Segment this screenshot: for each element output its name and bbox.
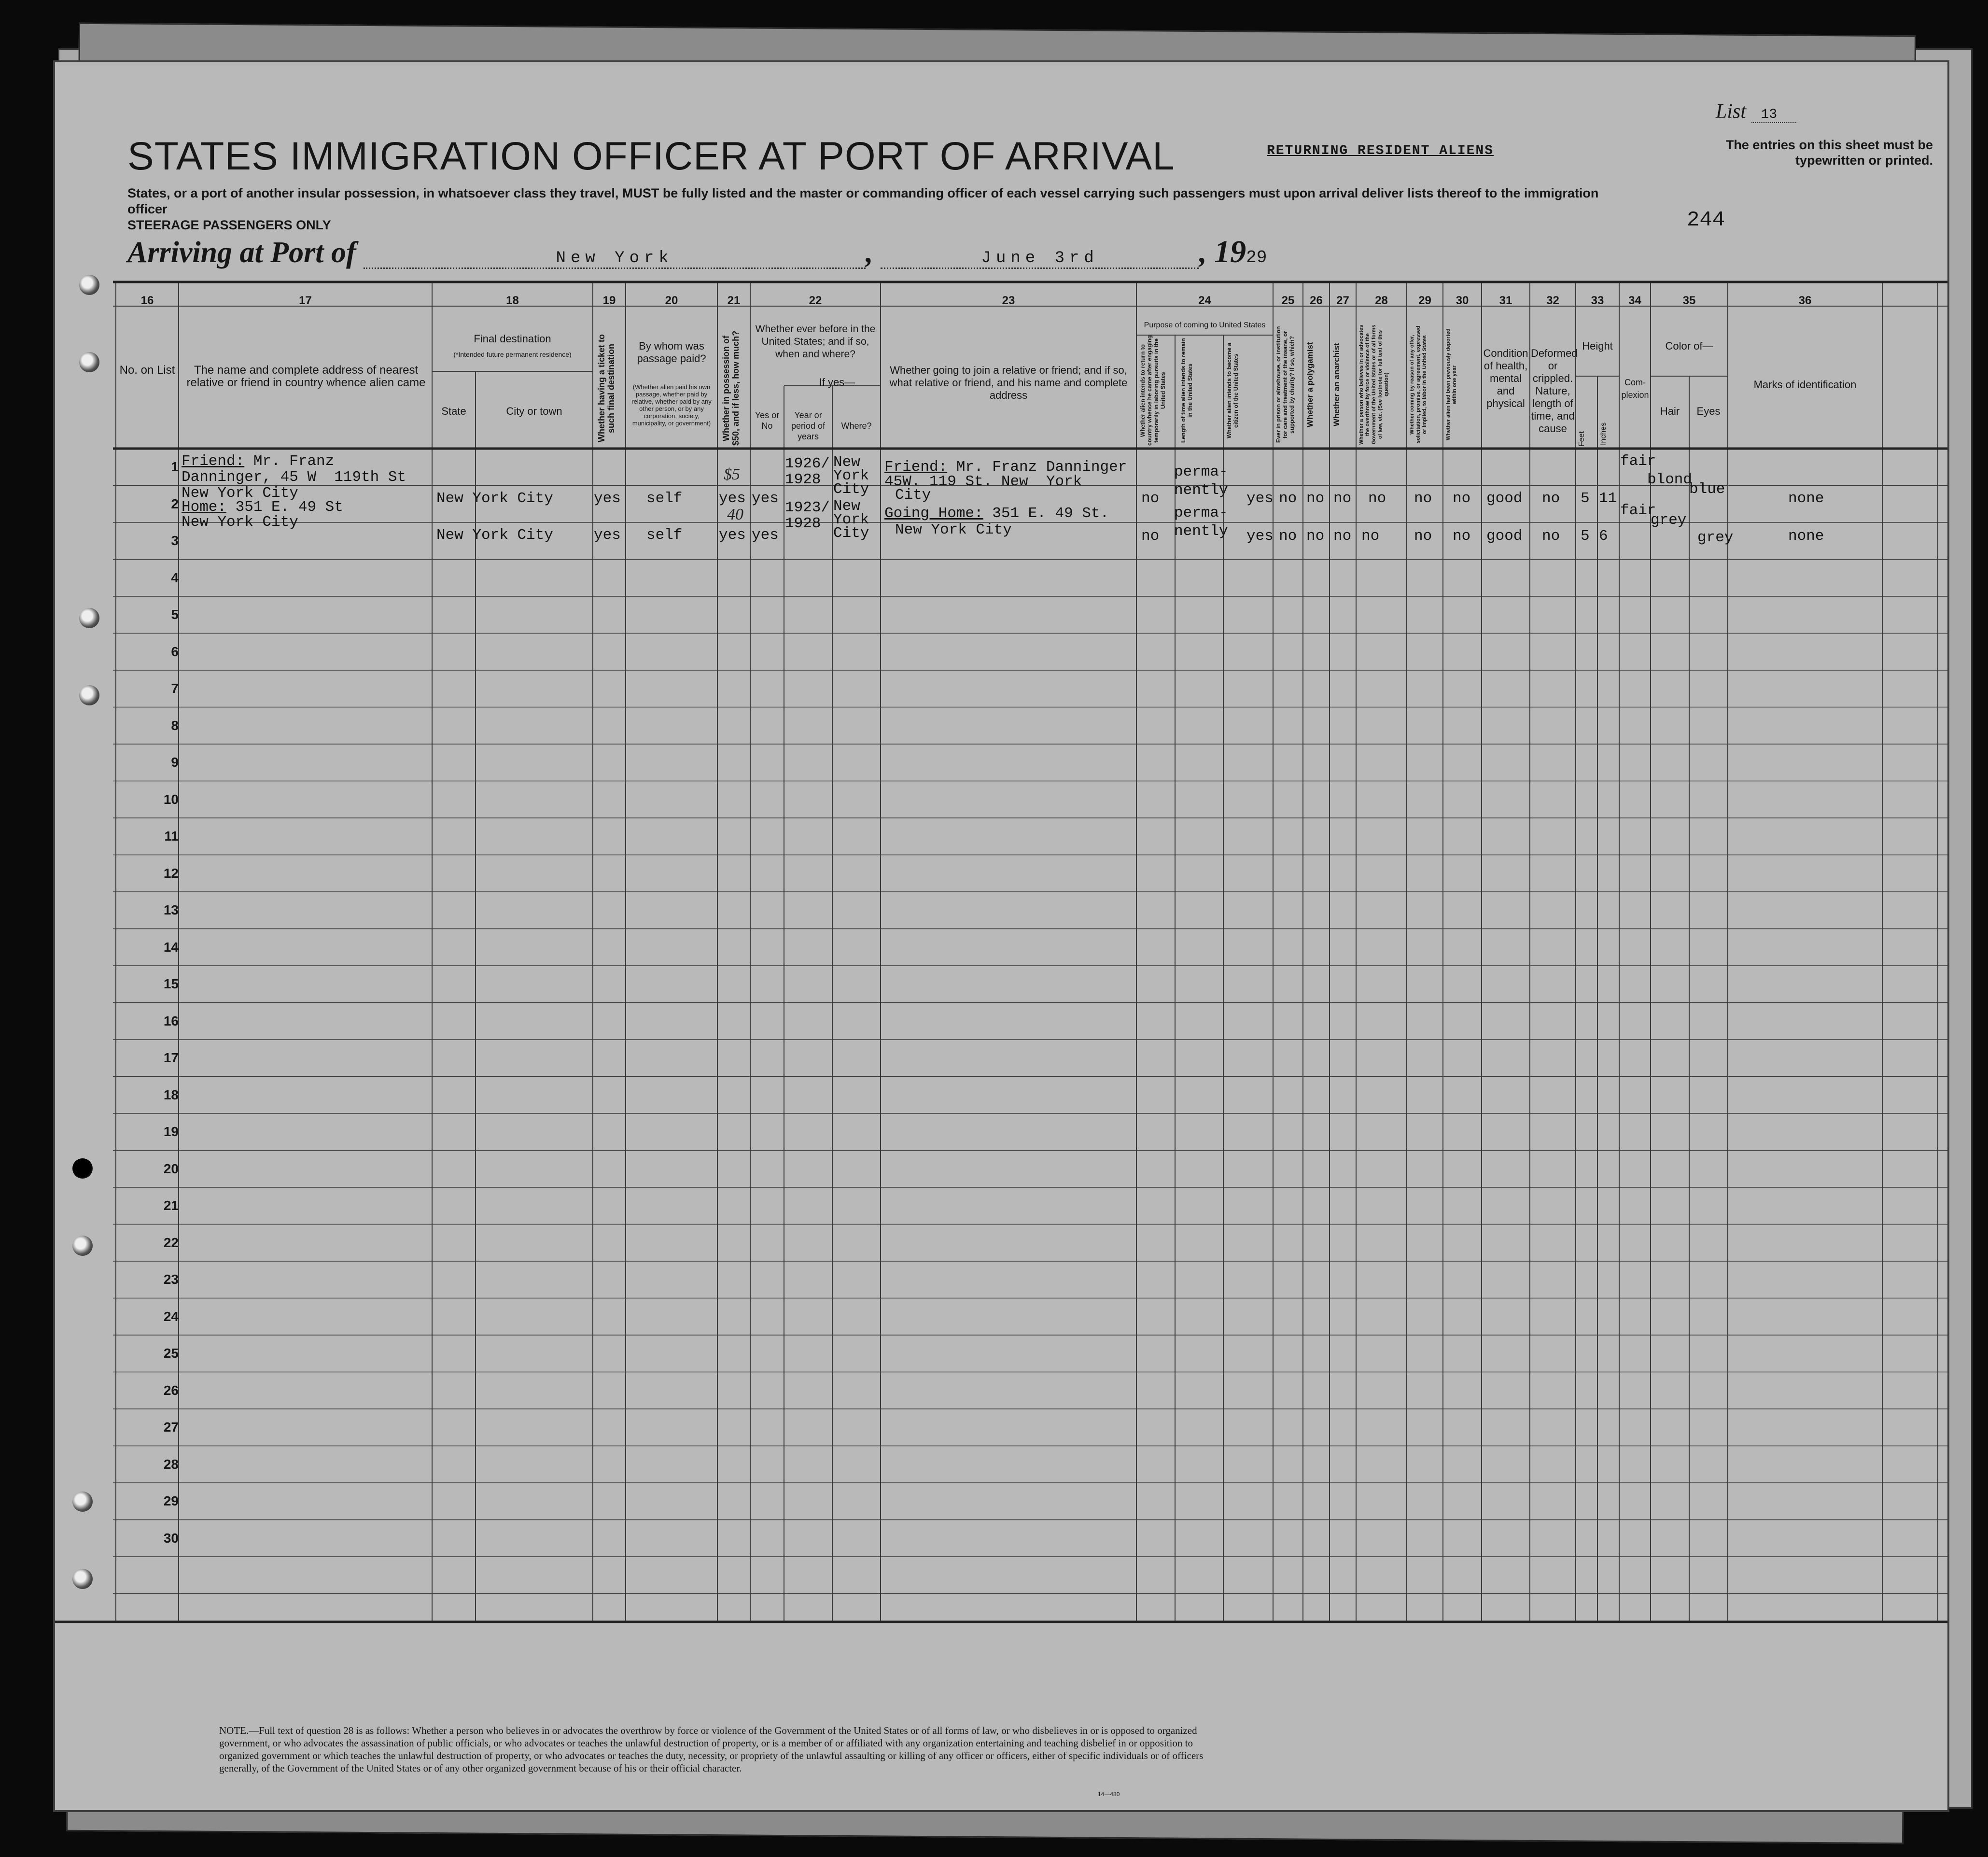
header-deformed: Deformed or crippled. Nature, length of time, and cause [1531, 347, 1578, 435]
header-overthrow: Whether a person who believes in or advocates the overthrow by force or violence of the Government of the United States or of all forms of law, etc. (See footnote for full text of this question) [1358, 324, 1389, 445]
entry-1-eyes: blue [1689, 481, 1725, 498]
page-title: STATES IMMIGRATION OFFICER AT PORT OF ARRIVAL [127, 134, 1175, 178]
col-num-19: 19 [602, 294, 616, 307]
col-num-36: 36 [1798, 294, 1812, 307]
entry-2-period: 1923/ 1928 [785, 499, 830, 532]
row-number: 15 [163, 976, 179, 991]
row-number: 12 [163, 865, 179, 881]
entry-1-join: Friend: Mr. Franz Danninger [884, 459, 1127, 476]
header-anarchist: Whether an anarchist [1332, 343, 1341, 426]
entry-2-deformed: no [1542, 528, 1560, 545]
row-number: 14 [163, 939, 179, 955]
entry-2-eyes: grey [1697, 529, 1734, 546]
entry-2-feet: 5 [1581, 528, 1590, 545]
entry-2-c28: no [1361, 528, 1380, 545]
row-number: 29 [163, 1493, 179, 1508]
entry-1-c28: no [1368, 490, 1386, 507]
entry-2-c25: no [1279, 528, 1297, 545]
entry-2-where: New York City [833, 498, 869, 542]
entry-1-period: 1926/ 1928 [785, 455, 830, 488]
entry-2-marks: none [1788, 528, 1824, 545]
row-number: 30 [163, 1530, 179, 1546]
entry-2-complexion: fair [1620, 502, 1656, 519]
row-number: 7 [171, 681, 179, 696]
entry-2-c30: no [1453, 528, 1471, 545]
list-number: 13 [1751, 107, 1797, 123]
entry-1-return: no [1141, 490, 1160, 507]
entry-1-citizen: yes [1246, 490, 1274, 507]
header-hair: Hair [1660, 405, 1680, 417]
entry-1-complexion: fair [1620, 453, 1656, 470]
year-field: 29 [1246, 248, 1267, 267]
entry-1-c29: no [1414, 490, 1432, 507]
header-join-relative: Whether going to join a relative or friend; and if so, what relative or friend, and his name and complete address [889, 364, 1128, 401]
row-number: 11 [164, 829, 179, 844]
entry-2-money-handwritten: 40 [727, 506, 743, 523]
col-num-26: 26 [1310, 294, 1323, 307]
row-number: 18 [163, 1087, 179, 1102]
header-height: Height [1582, 340, 1613, 352]
col-num-18: 18 [506, 294, 519, 307]
entry-1-before: yes [752, 490, 779, 507]
header-money: Whether in possession of $50, and if less, how much? [721, 330, 741, 446]
entry-2-relative: Home: 351 E. 49 St [182, 499, 343, 516]
row-number: 19 [163, 1124, 179, 1139]
row-number: 4 [171, 570, 179, 585]
entry-2-health: good [1486, 528, 1523, 545]
header-eyes: Eyes [1696, 405, 1721, 417]
col-num-27: 27 [1336, 294, 1349, 307]
entry-1-marks: none [1788, 490, 1824, 507]
entry-2-length: perma- nently [1174, 505, 1228, 540]
entry-1-money-handwritten: $5 [724, 465, 740, 483]
typewritten-notice: The entries on this sheet must be typewritten or printed. [1725, 138, 1933, 168]
col-num-24: 24 [1198, 294, 1211, 307]
header-color-of: Color of— [1665, 340, 1713, 352]
col-num-35: 35 [1682, 294, 1696, 307]
entry-1-ticket: yes [594, 490, 621, 507]
col-num-33: 33 [1591, 294, 1604, 307]
entry-2-ticket: yes [594, 527, 621, 544]
entry-1-health: good [1486, 490, 1523, 507]
header-period: Year or period of years [791, 410, 826, 441]
col-num-20: 20 [665, 294, 678, 307]
sheet-number: 244 [1687, 208, 1725, 232]
entry-1-paid-by: self [646, 490, 683, 507]
entry-2-citizen: yes [1246, 528, 1274, 545]
row-number: 25 [163, 1346, 179, 1361]
header-inches: Inches [1599, 422, 1608, 445]
port-field: New York [364, 249, 866, 269]
row-number: 23 [163, 1272, 179, 1287]
entry-2-city: New York City [436, 527, 553, 544]
row-number: 8 [171, 717, 179, 733]
entry-1-length: perma- nently [1174, 464, 1228, 499]
header-nearest-relative: The name and complete address of nearest relative or friend in country whence alien came [186, 364, 426, 389]
header-complexion: Com-plexion [1621, 378, 1649, 400]
row-number: 20 [163, 1161, 179, 1176]
entry-2-inches: 6 [1599, 528, 1608, 545]
entry-2-return: no [1141, 528, 1160, 545]
manifest-page: List 13 STATES IMMIGRATION OFFICER AT PORT OF ARRIVAL RETURNING RESIDENT ALIENS The entries on this sheet must be typewritten or printed. States, or a port of another insular possession, in whatsoever class they travel, MUST be fully listed and the master or commanding officer of each vessel carrying such passengers must upon arrival deliver lists thereof to the immigration officer STEERAGE PASSENGERS ONLY 244 Arriving at Port of New York , June 3rd , 1929 16 17 18 19 20 21 22 23 24 25 26 27 28 29 30 31 32 33 34 35 36 No. on List The name and complete address of nearest relative or friend in country whence alien came Final destination (*Intended future permanent residence) State City or town Whether having a ticket to such final destination By whom was passage paid? (Whether alien paid his own passage, whether paid by relative, whether paid by any other person, or by any corporation, society, municipality, or government) Whether in possession of $50, and if less, how much? Whether ever before in the United States; and if so, when and where? If yes— Yes or No Year or period of years Where? Whether going to join a relative or friend; and if so, what relative or friend, and his name and complete address Purpose of coming to United States Whether alien intends to return to country whence he came after engaging temporarily in laboring pursuits in the United States Length of time alien intends to remain in the United States Whether alien intends to become a citizen of the United States Ever in prison or almshouse, or institution for care and treatment of the insane, or supported by charity? If so, which? Whether a polygamist Whether an anarchist Whether a person who believes in or advocates the overthrow by force or violence of the Government of the United States or of all forms of law, etc. (See footnote for full text of this question) Whether coming by reason of any offer, solicitation, promise, or agreement, expressed or implied, to labor in the United States Whether alien had been previously deported within one year Condition of health, mental and physical Deformed or crippled. Nature, length of time, and cause Height Feet Inches Com-plexion Color of— Hair Eyes Marks of identification 1 2 3 4 5 6 7 8 9 10 11 12 13 14 15 16 17 18 19 20 21 22 23 24 25 26 27 28 29 30 Friend: Mr. Franz Danninger, 45 W 119th St New York City New York City yes self $5 yes yes 1926/ 1928 New York City Friend: Mr. Franz Danninger 45W. 119 St. New York City no perma- nently yes no no no no no no good no 5 11 fair blond blue none Home: 351 E. 49 St New York City New York City yes self 40 yes yes 1923/ 1928 New York City Going Home: 351 E. 49 St. New York City no perma- nently yes no no no no no no good no 5 6 fair grey grey none NOTE.—Full text of question 28 is as follows: Whether a person who believes in or advocates the overthrow by force or violence of the Government of the United States or of all forms of law, or who disbelieves in or is opposed to organized government, or who advocates the assassination of public officials, or who advocates or teaches the unlawful destruction of property, or is a member of or affiliated with any organization entertaining and teaching disbelief in or opposition to organized government or which teaches the unlawful destruction of property, or who advocates or teaches the duty, necessity, or propriety of the unlawful assaulting or killing of any officer or officers, either of specific individuals or of officers generally, of the Government of the United States or of any other organized government because of his or their official character. 14—480 [53, 60, 1949, 1812]
row-number: 6 [171, 644, 179, 659]
header-prison: Ever in prison or almshouse, or institution for care and treatment of the insane, or supported by charity? If so, which? [1275, 326, 1295, 443]
entry-1-relative: Friend: Mr. Franz [182, 453, 335, 470]
entry-1-deformed: no [1542, 490, 1560, 507]
form-number: 14—480 [1098, 1791, 1120, 1798]
col-num-22: 22 [809, 294, 822, 307]
header-city: City or town [506, 405, 562, 417]
entry-1-c26: no [1306, 490, 1325, 507]
entry-2-paid-by: self [646, 527, 683, 544]
entry-1-city: New York City [436, 490, 553, 507]
header-final-destination: Final destination [474, 333, 551, 345]
row-number: 24 [163, 1308, 179, 1324]
col-num-23: 23 [1002, 294, 1015, 307]
header-passage-paid: By whom was passage paid? [637, 340, 706, 365]
entry-1-hair: blond [1647, 471, 1693, 488]
entry-2-hair: grey [1651, 512, 1687, 529]
row-number: 22 [163, 1235, 179, 1250]
entry-1-money: yes [719, 490, 746, 507]
row-number: 16 [163, 1013, 179, 1028]
col-num-25: 25 [1281, 294, 1295, 307]
header-deported: Whether alien had been previously deported within one year [1445, 328, 1457, 441]
entry-1-inches: 11 [1599, 490, 1617, 507]
header-feet: Feet [1578, 431, 1586, 447]
col-num-31: 31 [1499, 294, 1512, 307]
list-label: List 13 [1716, 100, 1796, 123]
entry-2-c27: no [1333, 528, 1352, 545]
col-num-30: 30 [1456, 294, 1469, 307]
row-number: 28 [163, 1456, 179, 1472]
header-ever-before: Whether ever before in the United States; and if so, when and where? [755, 324, 876, 360]
entry-2-money: yes [719, 527, 746, 544]
header-marks: Marks of identification [1753, 379, 1857, 391]
header-state: State [441, 405, 466, 417]
instructions: States, or a port of another insular possession, in whatsoever class they travel, MUST be fully listed and the master or commanding officer of each vessel carrying such passengers must upon arrival deliver lists thereof to the immigration officer STEERAGE PASSENGERS ONLY [127, 186, 1599, 232]
col-num-28: 28 [1375, 294, 1388, 307]
row-number: 1 [171, 459, 179, 474]
row-number: 2 [171, 496, 179, 511]
header-no-on-list: No. on List [119, 364, 175, 377]
entry-2-before: yes [752, 527, 779, 544]
col-num-17: 17 [299, 294, 312, 307]
header-yes-no: Yes or No [755, 410, 780, 431]
header-ticket: Whether having a ticket to such final destination [597, 334, 616, 443]
row-number: 26 [163, 1382, 179, 1398]
entry-2-join: Going Home: 351 E. 49 St. [884, 505, 1109, 522]
row-number: 5 [171, 607, 179, 622]
row-number: 13 [163, 902, 179, 917]
row-number: 17 [163, 1050, 179, 1065]
header-purpose: Purpose of coming to United States [1144, 321, 1266, 329]
table-grid [55, 62, 1947, 1810]
row-number: 9 [171, 755, 179, 770]
row-number: 10 [163, 791, 179, 807]
col-num-16: 16 [140, 294, 154, 307]
header-where: Where? [841, 421, 872, 431]
entry-1-feet: 5 [1581, 490, 1590, 507]
entry-2-c29: no [1414, 528, 1432, 545]
header-labor-offer: Whether coming by reason of any offer, solicitation, promise, or agreement, expressed or implied, to labor in the United States [1409, 325, 1428, 444]
col-num-21: 21 [727, 294, 741, 307]
footnote-q28: NOTE.—Full text of question 28 is as follows: Whether a person who believes in or advocates the overthrow by force or violence of the Government of the United States or of all forms of law, or who disbelieves in or is opposed to organized government, or who advocates the assassination of public officials, or who advocates or teaches the unlawful destruction of property, or is a member of or affiliated with any organization entertaining and teaching disbelief in or opposition to organized government or which teaches the unlawful destruction of property, or who advocates or teaches the duty, necessity, or propriety of the unlawful assaulting or killing of any officer or officers, either of specific individuals or of officers generally, of the Government of the United States or of any other organized government because of his or their official character. [219, 1725, 1204, 1774]
row-number: 27 [163, 1420, 179, 1435]
col-num-34: 34 [1628, 294, 1641, 307]
row-number: 3 [171, 533, 179, 548]
arrival-line: Arriving at Port of New York , June 3rd , 1929 [127, 234, 1267, 269]
header-polygamist: Whether a polygamist [1305, 342, 1315, 427]
returning-resident-label: RETURNING RESIDENT ALIENS [1267, 143, 1494, 158]
col-num-29: 29 [1418, 294, 1431, 307]
entry-1-c30: no [1453, 490, 1471, 507]
header-health: Condition of health, mental and physical [1483, 347, 1528, 409]
date-field: June 3rd [881, 249, 1199, 269]
entry-2-c26: no [1306, 528, 1325, 545]
entry-1-c27: no [1333, 490, 1352, 507]
col-num-32: 32 [1546, 294, 1559, 307]
entry-1-c25: no [1279, 490, 1297, 507]
row-number: 21 [163, 1198, 179, 1213]
entry-1-where: New York City [833, 454, 869, 498]
